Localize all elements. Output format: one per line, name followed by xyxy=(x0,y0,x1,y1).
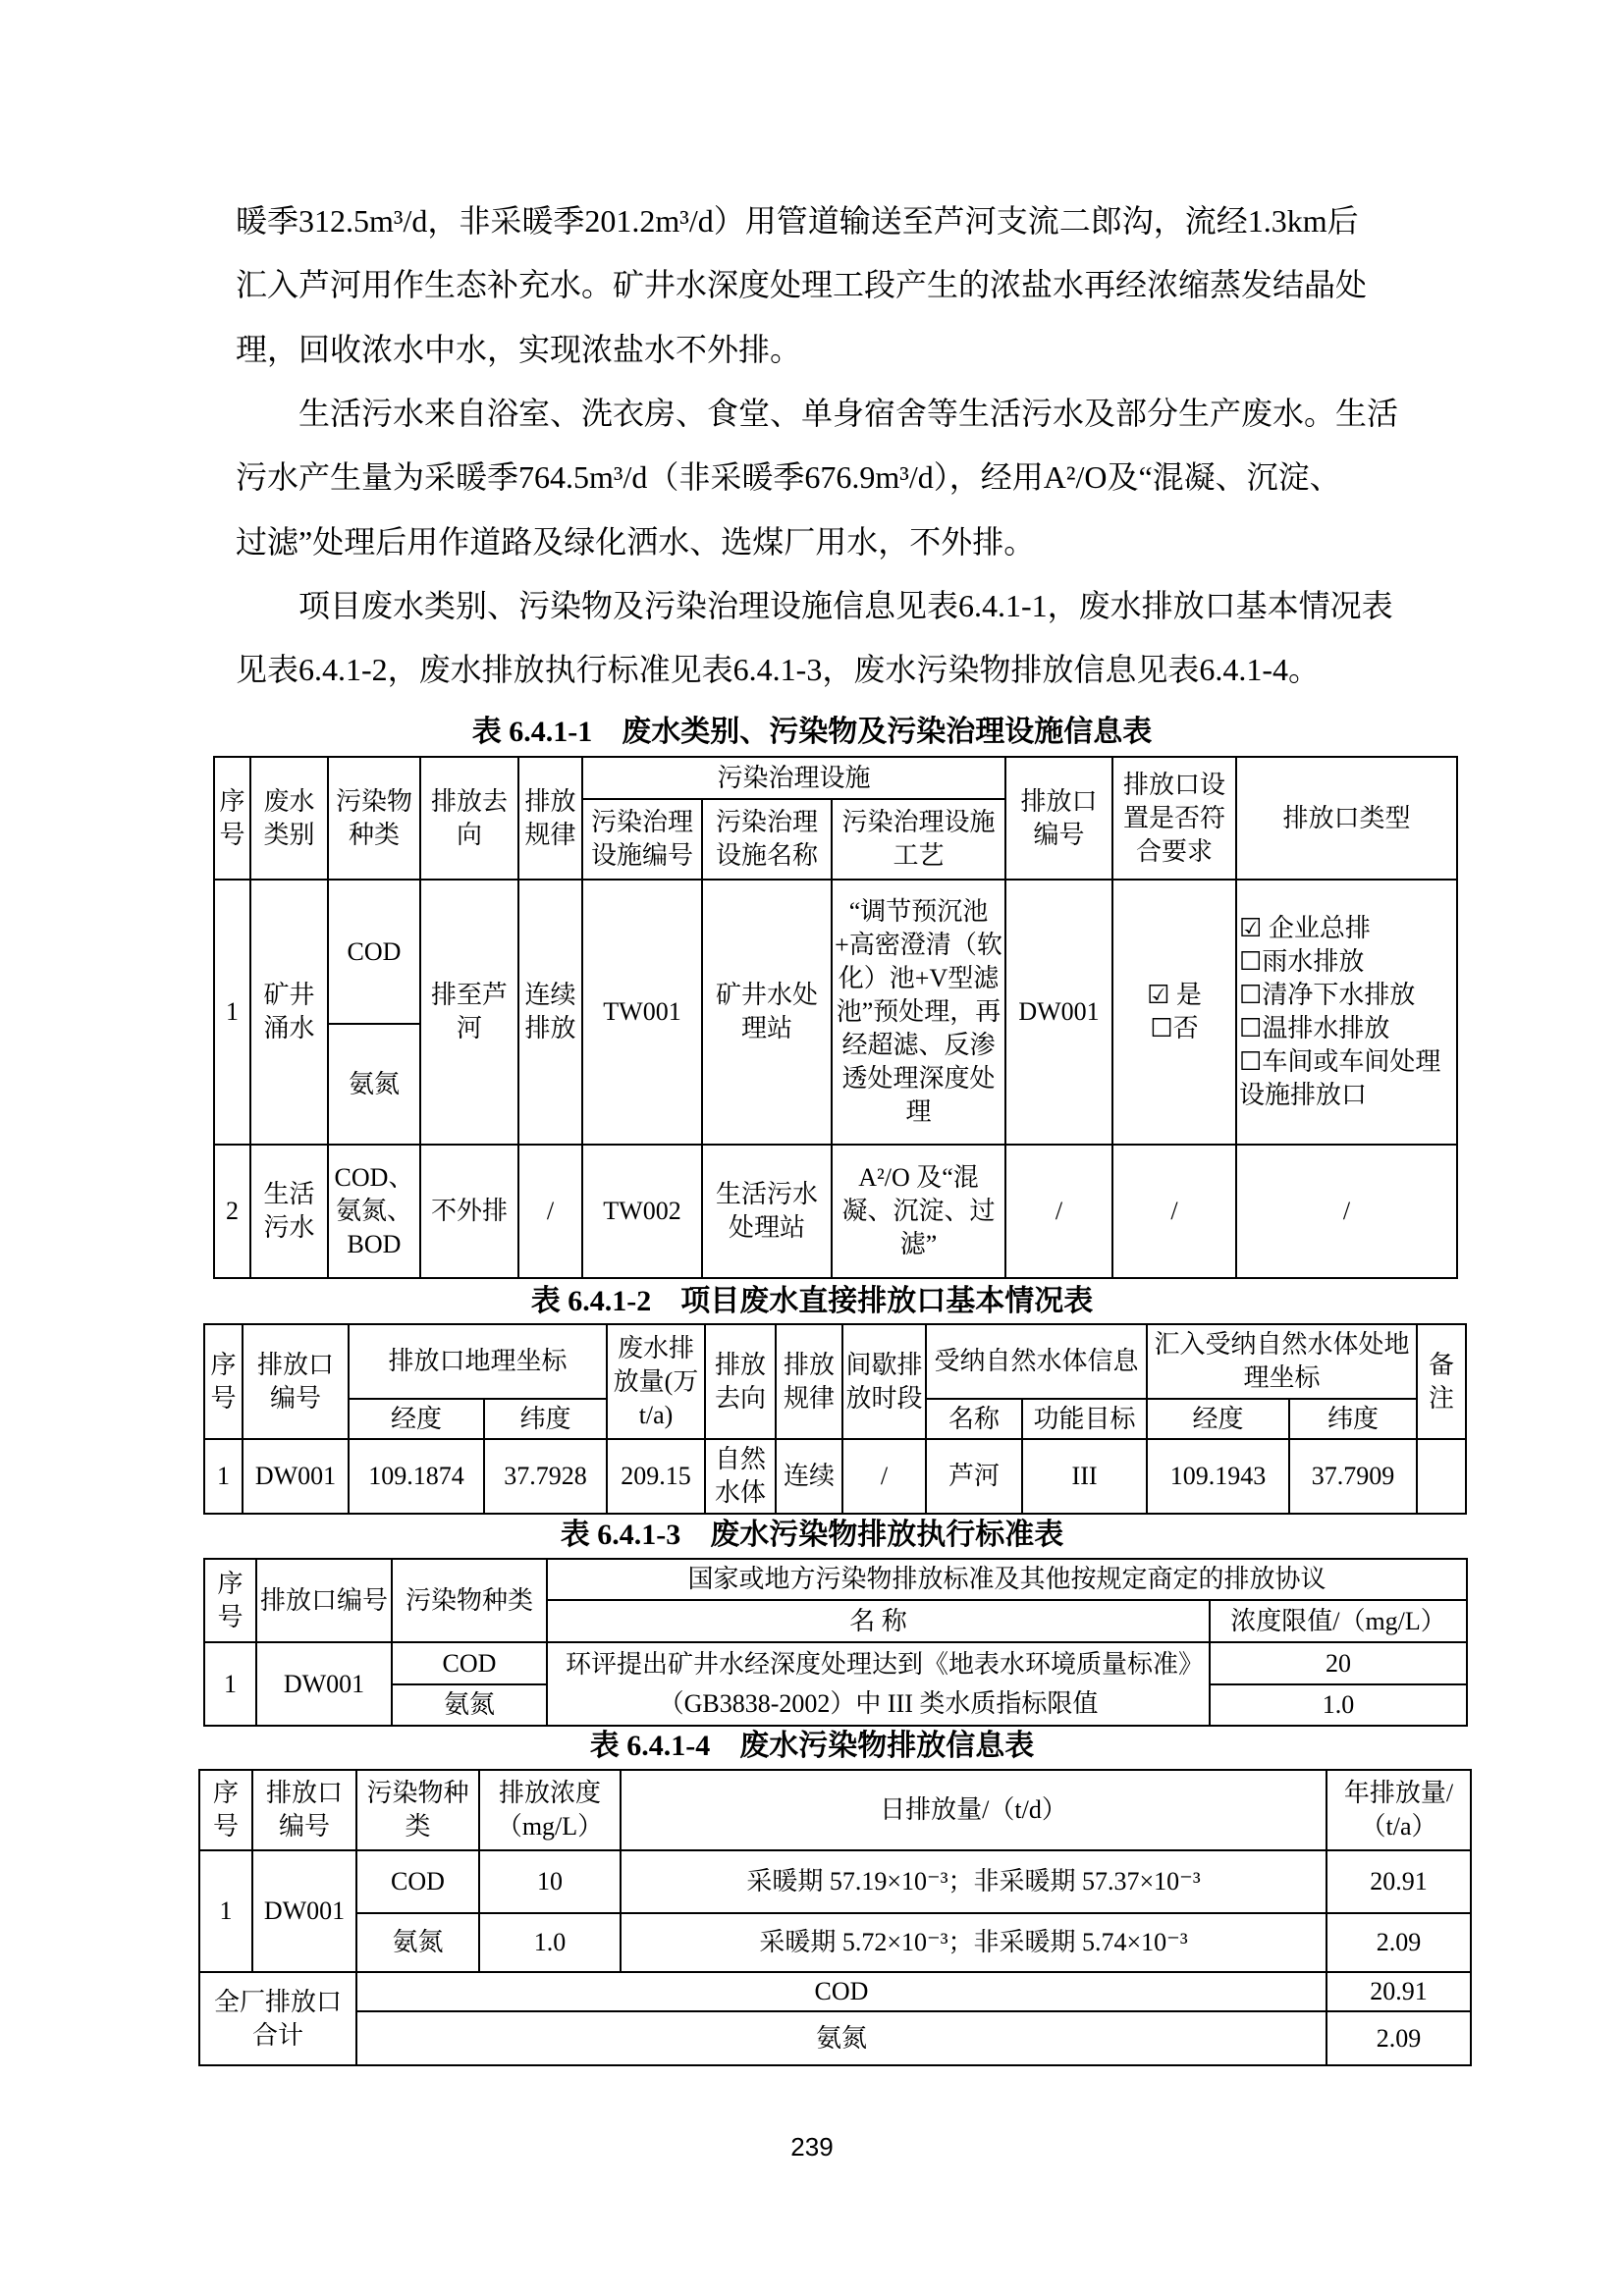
header-cell: 排放口设置是否符合要求 xyxy=(1112,757,1236,880)
header-cell: 序号 xyxy=(199,1770,252,1850)
cell: DW001 xyxy=(256,1642,392,1726)
header-cell: 纬度 xyxy=(1289,1399,1417,1439)
header-cell: 浓度限值/（mg/L） xyxy=(1210,1600,1467,1642)
cell: 氨氮 xyxy=(356,2011,1326,2065)
header-cell: 排放规律 xyxy=(518,757,582,880)
header-cell: 排放口编号 xyxy=(1005,757,1112,880)
cell: 20.91 xyxy=(1326,1972,1471,2011)
cell: 氨氮 xyxy=(392,1684,547,1726)
cell: / xyxy=(1236,1145,1457,1278)
header-cell: 排放口类型 xyxy=(1236,757,1457,880)
checkbox-option: ☑ 企业总排 xyxy=(1239,914,1371,942)
cell: 109.1874 xyxy=(349,1439,484,1514)
paragraph-line: 过滤”处理后用作道路及绿化洒水、选煤厂用水，不外排。 xyxy=(236,524,1036,560)
cell: 氨氮 xyxy=(328,1024,420,1145)
cell: “调节预沉池+高密澄清（软化）池+V型滤池”预处理，再经超滤、反渗透处理深度处理 xyxy=(832,880,1005,1145)
cell: 2.09 xyxy=(1326,1913,1471,1972)
cell: 37.7928 xyxy=(484,1439,607,1514)
cell: 连续 xyxy=(776,1439,842,1514)
header-cell: 污染治理设施名称 xyxy=(702,799,832,880)
header-cell: 排放规律 xyxy=(776,1324,842,1439)
header-cell: 纬度 xyxy=(484,1399,607,1439)
header-cell: 受纳自然水体信息 xyxy=(926,1324,1147,1399)
cell: 1 xyxy=(214,880,250,1145)
cell: COD xyxy=(392,1642,547,1684)
wastewater-facility-table xyxy=(213,756,1458,1279)
cell: 2.09 xyxy=(1326,2011,1471,2065)
cell: COD xyxy=(356,1972,1326,2011)
table-caption: 表 6.4.1-2 项目废水直接排放口基本情况表 xyxy=(530,1285,1094,1317)
paragraph-line: 生活污水来自浴室、洗衣房、食堂、单身宿舍等生活污水及部分生产废水。生活 xyxy=(236,396,1399,431)
cell xyxy=(1417,1439,1466,1514)
header-cell: 汇入受纳自然水体处地理坐标 xyxy=(1147,1324,1417,1399)
cell: 10 xyxy=(479,1850,621,1913)
cell: COD xyxy=(356,1850,479,1913)
header-cell: 日排放量/（t/d） xyxy=(621,1770,1326,1850)
header-cell: 废水排放量(万 t/a) xyxy=(607,1324,705,1439)
cell: 生活污水 xyxy=(250,1145,328,1278)
cell: 109.1943 xyxy=(1147,1439,1289,1514)
checkbox-option: ☐温排水排放 xyxy=(1239,1014,1390,1042)
checkbox-option: ☐车间或车间处理设施排放口 xyxy=(1239,1047,1441,1109)
cell: 37.7909 xyxy=(1289,1439,1417,1514)
cell: 采暖期 57.19×10⁻³；非采暖期 57.37×10⁻³ xyxy=(621,1850,1326,1913)
checkbox-option: ☐清净下水排放 xyxy=(1239,981,1416,1009)
total-label: 全厂排放口合计 xyxy=(199,1972,356,2065)
header-cell: 排放浓度（mg/L） xyxy=(479,1770,621,1850)
header-cell: 序号 xyxy=(214,757,250,880)
cell: 1 xyxy=(199,1850,252,1972)
cell: / xyxy=(842,1439,926,1514)
paragraph-line: 理，回收浓水中水，实现浓盐水不外排。 xyxy=(236,332,802,367)
header-cell: 污染物种类 xyxy=(328,757,420,880)
header-cell: 排放口编号 xyxy=(243,1324,349,1439)
cell: DW001 xyxy=(252,1850,356,1972)
cell: TW001 xyxy=(582,880,702,1145)
paragraph-line: 项目废水类别、污染物及污染治理设施信息见表6.4.1-1，废水排放口基本情况表 xyxy=(236,588,1393,623)
cell: / xyxy=(1005,1145,1112,1278)
cell: COD、氨氮、BOD xyxy=(328,1145,420,1278)
cell: 矿井水处理站 xyxy=(702,880,832,1145)
emission-info-table xyxy=(198,1769,1472,2066)
cell: DW001 xyxy=(1005,880,1112,1145)
header-cell: 污染治理设施 xyxy=(582,757,1005,799)
discharge-standard-table xyxy=(203,1558,1468,1727)
compliance-cell xyxy=(1112,880,1236,1145)
cell: 1.0 xyxy=(479,1913,621,1972)
header-cell: 备注 xyxy=(1417,1324,1466,1439)
header-cell: 经度 xyxy=(349,1399,484,1439)
header-cell: 排放口编号 xyxy=(252,1770,356,1850)
cell: 矿井涌水 xyxy=(250,880,328,1145)
header-cell: 经度 xyxy=(1147,1399,1289,1439)
cell: 209.15 xyxy=(607,1439,705,1514)
cell: 1.0 xyxy=(1210,1684,1467,1726)
cell: 不外排 xyxy=(420,1145,518,1278)
header-cell: 废水类别 xyxy=(250,757,328,880)
cell: 环评提出矿井水经深度处理达到《地表水环境质量标准》（GB3838-2002）中 III 类水质指标限值 xyxy=(547,1642,1210,1726)
cell: 20 xyxy=(1210,1642,1467,1684)
cell: TW002 xyxy=(582,1145,702,1278)
header-cell: 序号 xyxy=(204,1324,243,1439)
checkbox-yes: ☑ 是 xyxy=(1147,981,1202,1009)
header-cell: 名称 xyxy=(926,1399,1022,1439)
header-cell: 污染治理设施编号 xyxy=(582,799,702,880)
header-cell: 排放口地理坐标 xyxy=(349,1324,607,1399)
header-cell: 排放去向 xyxy=(420,757,518,880)
cell: 芦河 xyxy=(926,1439,1022,1514)
cell: 1 xyxy=(204,1439,243,1514)
header-cell: 污染物种类 xyxy=(356,1770,479,1850)
cell: 自然水体 xyxy=(705,1439,776,1514)
cell: 氨氮 xyxy=(356,1913,479,1972)
cell: A²/O 及“混凝、沉淀、过滤” xyxy=(832,1145,1005,1278)
cell: III xyxy=(1022,1439,1147,1514)
paragraph-line: 暖季312.5m³/d，非采暖季201.2m³/d）用管道输送至芦河支流二郎沟，流经1.3km后 xyxy=(236,203,1359,239)
header-cell: 国家或地方污染物排放标准及其他按规定商定的排放协议 xyxy=(547,1559,1467,1600)
header-cell: 污染物种类 xyxy=(392,1559,547,1642)
cell: 排至芦河 xyxy=(420,880,518,1145)
outlet-type-cell xyxy=(1236,880,1457,1145)
header-cell: 序号 xyxy=(204,1559,256,1642)
checkbox-no: ☐否 xyxy=(1150,1014,1199,1042)
cell: 1 xyxy=(204,1642,256,1726)
paragraph-line: 见表6.4.1-2，废水排放执行标准见表6.4.1-3，废水污染物排放信息见表6.4.1-4。 xyxy=(236,652,1320,687)
header-cell: 年排放量/（t/a） xyxy=(1326,1770,1471,1850)
paragraph-line: 污水产生量为采暖季764.5m³/d（非采暖季676.9m³/d），经用A²/O及“混凝、沉淀、 xyxy=(236,459,1341,495)
table-caption: 表 6.4.1-1 废水类别、污染物及污染治理设施信息表 xyxy=(471,716,1153,748)
table-caption: 表 6.4.1-3 废水污染物排放执行标准表 xyxy=(560,1519,1064,1551)
cell: 生活污水处理站 xyxy=(702,1145,832,1278)
cell: COD xyxy=(328,880,420,1024)
cell: 2 xyxy=(214,1145,250,1278)
cell: 连续排放 xyxy=(518,880,582,1145)
cell: DW001 xyxy=(243,1439,349,1514)
cell: / xyxy=(1112,1145,1236,1278)
page-number: 239 xyxy=(790,2132,834,2162)
header-cell: 名 称 xyxy=(547,1600,1210,1642)
header-cell: 排放去向 xyxy=(705,1324,776,1439)
table-caption: 表 6.4.1-4 废水污染物排放信息表 xyxy=(589,1730,1035,1762)
header-cell: 排放口编号 xyxy=(256,1559,392,1642)
outlet-info-table xyxy=(203,1323,1467,1515)
cell: 采暖期 5.72×10⁻³；非采暖期 5.74×10⁻³ xyxy=(621,1913,1326,1972)
header-cell: 功能目标 xyxy=(1022,1399,1147,1439)
header-cell: 污染治理设施工艺 xyxy=(832,799,1005,880)
paragraph-line: 汇入芦河用作生态补充水。矿井水深度处理工段产生的浓盐水再经浓缩蒸发结晶处 xyxy=(236,267,1368,302)
cell: 20.91 xyxy=(1326,1850,1471,1913)
cell: / xyxy=(518,1145,582,1278)
header-cell: 间歇排放时段 xyxy=(842,1324,926,1439)
checkbox-option: ☐雨水排放 xyxy=(1239,947,1365,976)
